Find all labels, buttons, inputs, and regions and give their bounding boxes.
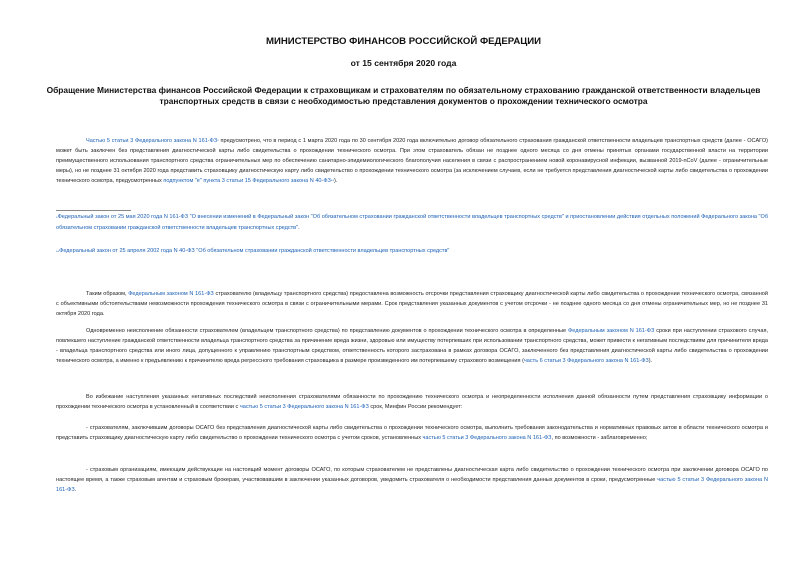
paragraph-5: - страхователям, заключившим договоры ОСАГО без представления диагностической карты либо свидетельства о прохождении технического осмотра, выполнить требования законодательства и нормативных правовых актов в области технического осмотра и представить страховщику диагностическую карту либо свидетельство о прохождении технического осмотра с учетом сроков, установленных частью 5 статьи 3 Федерального закона N 161-ФЗ, по возможности - заблаговременно; [56,425,768,441]
law-link[interactable]: подпунктом "е" пункта 3 статьи 15 Федерального закона N 40-ФЗ [163,178,331,184]
paragraph-text: предусмотрено, что в период с 1 марта 2020 года по 30 сентября 2020 года включительно договор обязательного страхования гражданской ответственности владельцев транспортных средств (далее - ОСАГО) может быть заключен без представления диагностической карты либо свидетельства о прохождении технического осмотра. При этом страхователь обязан не позднее одного месяца со дня отмены принятых органами государственной власти на территории преимущественного использования транспортного средства ограничительных мер по обеспечению санитарно-эпидемиологического благополучия населения в связи с распространением новой коронавирусной инфекции, вызванной 2019-nCoV (далее - ограничительные меры), но не позднее 31 октября 2020 года представить страховщику диагностическую карту либо свидетельство о прохождении технического осмотра (за исключением случаев, если не требуется представления диагностической карты либо свидетельства о прохождении технического осмотра, предусмотренных [56,138,768,184]
footnote-1: *Федеральный закон от 25 мая 2020 года N 161-ФЗ "О внесении изменений в Федеральный закон "Об обязательном страховании гражданской ответственности владельцев транспортных средств" и приостановлении действия отдельных положений Федерального закона "Об обязательном страховании гражданской ответственности владельцев транспортных средств". [56,214,768,231]
law-link[interactable]: Федеральным законом N 161-ФЗ [568,328,655,334]
document-date: от 15 сентября 2020 года [350,58,457,68]
paragraph-4: Во избежание наступления указанных негативных последствий неисполнения страхователями обязанности по прохождению технического осмотра и неопределенности исполнения данной обязанности путем представления страховщику информации о прохождении технического осмотра в установленный в соответствии с частью 5 статьи 3 Федерального закона N 161-ФЗ срок, Минфин России рекомендует: [56,394,768,410]
footnote-link[interactable]: Федеральный закон от 25 мая 2020 года N 161-ФЗ "О внесении изменений в Федеральный закон "Об обязательном страховании гражданской ответственности владельцев транспортных средств" и приостановлении действия отдельных положений Федерального закона "Об обязательном страховании гражданской ответственности владельцев транспортных средств" [56,214,768,231]
ministry-heading: МИНИСТЕРСТВО ФИНАНСОВ РОССИЙСКОЙ ФЕДЕРАЦИИ [265,36,542,47]
footnote-divider [56,210,131,211]
law-link[interactable]: Федеральным законом N 161-ФЗ [128,291,214,297]
paragraph-text: ). [334,178,338,184]
law-link[interactable]: частью 5 статьи 3 Федерального закона N 161-ФЗ [56,477,768,493]
law-link[interactable]: Частью 5 статьи 3 Федерального закона N 161-ФЗ [86,138,218,144]
footnote-2: **Федеральный закон от 25 апреля 2002 года N 40-ФЗ "Об обязательном страховании гражданской ответственности владельцев транспортных средств" [56,248,450,254]
paragraph-1: Частью 5 статьи 3 Федерального закона N 161-ФЗ* предусмотрено, что в период с 1 марта 2020 года по 30 сентября 2020 года включительно договор обязательного страхования гражданской ответственности владельцев транспортных средств (далее - ОСАГО) может быть заключен без представления диагностической карты либо свидетельства о прохождении технического осмотра. При этом страхователь обязан не позднее одного месяца со дня отмены принятых органами государственной власти на территории преимущественного использования транспортного средства ограничительных мер по обеспечению санитарно-эпидемиологического благополучия населения в связи с распространением новой коронавирусной инфекции, вызванной 2019-nCoV (далее - ограничительные меры), но не позднее 31 октября 2020 года представить страховщику диагностическую карту либо свидетельство о прохождении технического осмотра (за исключением случаев, если не требуется представления диагностической карты либо свидетельства о прохождении технического осмотра, предусмотренных подпунктом "е" пункта 3 статьи 15 Федерального закона N 40-ФЗ**). [56,138,768,184]
law-link[interactable]: часть 6 статьи 3 Федерального закона N 161-ФЗ [523,358,649,364]
document-title: Обращение Министерства финансов Российской Федерации к страховщикам и страхователям по обязательному страхованию гражданской ответственности владельцев транспортных средств в связи с необходимостью представления документов о прохождении технического осмотра [46,85,761,106]
footnote-link[interactable]: Федеральный закон от 25 апреля 2002 года N 40-ФЗ "Об обязательном страховании гражданской ответственности владельцев транспортных средств" [59,248,450,254]
paragraph-3: Одновременно неисполнение обязанности страхователем (владельцем транспортного средства) по представлению документов о прохождении технического осмотра в определенные Федеральным законом N 161-ФЗ сроки при наступлении страхового случая, повлекшего наступление гражданской ответственности владельца транспортного средства за причинение вреда жизни, здоровью или имуществу потерпевших при использовании транспортного средства, может привести к негативным последствиям для причинителя вреда - владельца транспортного средства или иного лица, допущенного к управлению транспортным средством, ответственность которого застрахована в рамках договора ОСАГО, заключенного без представления диагностической карты либо свидетельства о прохождении технического осмотра, а именно к предъявлению к причинителю вреда регрессного требования страховщика в размере произведенного им потерпевшему страхового возмещения (часть 6 статьи 3 Федерального закона N 161-ФЗ). [56,328,768,364]
law-link[interactable]: частью 5 статьи 3 Федерального закона N 161-ФЗ [422,435,552,441]
law-link[interactable]: частью 5 статьи 3 Федерального закона N 161-ФЗ [239,404,369,410]
paragraph-2: Таким образом, Федеральным законом N 161-ФЗ страхователю (владельцу транспортного средства) предоставлена возможность отсрочки представления страховщику диагностической карты либо свидетельства о прохождении технического осмотра, связанной с объективными обстоятельствами невозможности прохождения технического осмотра в связи с ограничительными мерами. Срок представления указанных документов с учетом отсрочки - не позднее одного месяца со дня отмены ограничительных мер, но не позднее 31 октября 2020 года. [56,291,768,317]
paragraph-6: - страховым организациям, имеющим действующие на настоящий момент договоры ОСАГО, по которым страхователем не представлены диагностическая карта либо свидетельство о прохождении технического осмотра при заключении договора ОСАГО по настоящее время, а также страховым агентам и страховым брокерам, участвовавшим в заключении указанных договоров, уведомить страхователя о необходимости представления данных документов в сроки, предусмотренные частью 5 статьи 3 Федерального закона N 161-ФЗ. [56,467,768,493]
